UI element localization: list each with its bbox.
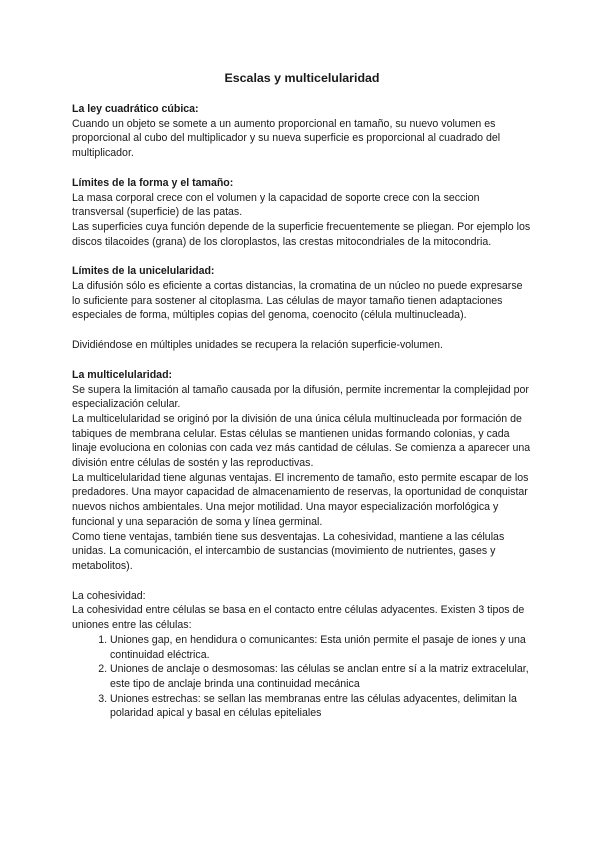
section-heading: Límites de la forma y el tamaño: (72, 176, 234, 189)
paragraph: La masa corporal crece con el volumen y la capacidad de soporte crece con la seccion transversal (superficie) de las patas. (72, 191, 480, 219)
paragraph: Cuando un objeto se somete a un aumento proporcional en tamaño, su nuevo volumen es proporcional al cubo del multiplicador y su nueva superficie es proporcional al cuadrado del multiplicador. (72, 117, 501, 160)
paragraph: La multicelularidad tiene algunas ventajas. El incremento de tamaño, esto permite escapar de los predadores. Una mayor capacidad de almacenamiento de reservas, la oportunidad de conquistar nuevos nichos ambientales. Una mejor motilidad. Una mayor especialización morfológica y funcional y una separación de soma y línea germinal. (72, 471, 529, 528)
section-cohesion (72, 589, 532, 721)
section-square-cube-law (72, 102, 532, 161)
paragraph: Se supera la limitación al tamaño causada por la difusión, permite incrementar la complejidad por especialización celular. (72, 383, 529, 411)
document-content (72, 70, 532, 736)
section-heading: La multicelularidad: (72, 368, 173, 381)
paragraph: La cohesividad entre células se basa en el contacto entre células adyacentes. Existen 3 tipos de uniones entre las células: (72, 604, 525, 632)
section-heading-plain: La cohesividad: (72, 589, 146, 602)
paragraph: Como tiene ventajas, también tiene sus desventajas. La cohesividad, mantiene a las células unidas. La comunicación, el intercambio de sustancias (movimiento de nutrientes, gases y metabolitos). (72, 530, 505, 572)
section-heading: La ley cuadrático cúbica: (72, 103, 199, 115)
list-item: 1. Uniones gap, en hendidura o comunicantes: Esta unión permite el pasaje de iones y una continuidad eléctrica. (110, 633, 532, 662)
section-unicellularity-limits (72, 264, 532, 353)
paragraph: La multicelularidad se originó por la división de una única célula multinucleada por formación de tabiques de membrana celular. Estas células se mantienen unidas formando colonias, y cada linaje evoluciona en colonias con cada vez más cantidad de células. Se comienza a aparecer una división entre células de sostén y las reproductivas. (72, 412, 531, 470)
paragraph: Dividiéndose en múltiples unidades se recupera la relación superficie-volumen. (72, 339, 443, 352)
junction-types-list (72, 633, 532, 721)
list-item: 2. Uniones de anclaje o desmosomas: las células se anclan entre sí a la matriz extracelular, este tipo de anclaje brinda una continuidad mecánica (110, 662, 532, 691)
section-shape-size-limits (72, 176, 532, 250)
section-heading: Límites de la unicelularidad: (72, 265, 215, 278)
paragraph: Las superficies cuya función depende de la superficie frecuentemente se pliegan. Por ejemplo los discos tilacoides (grana) de los cloroplastos, las crestas mitocondriales de la mitocondria. (72, 220, 531, 248)
list-item: 3. Uniones estrechas: se sellan las membranas entre las células adyacentes, delimitan la polaridad apical y basal en células epiteliales (110, 692, 532, 721)
document-title: Escalas y multicelularidad (224, 71, 380, 85)
section-multicellularity (72, 368, 532, 574)
paragraph: La difusión sólo es eficiente a cortas distancias, la cromatina de un núcleo no puede expresarse lo suficiente para sostener al citoplasma. Las células de mayor tamaño tienen adaptaciones especiales de forma, múltiples copias del genoma, coenocito (célula multinucleada). (72, 280, 523, 322)
